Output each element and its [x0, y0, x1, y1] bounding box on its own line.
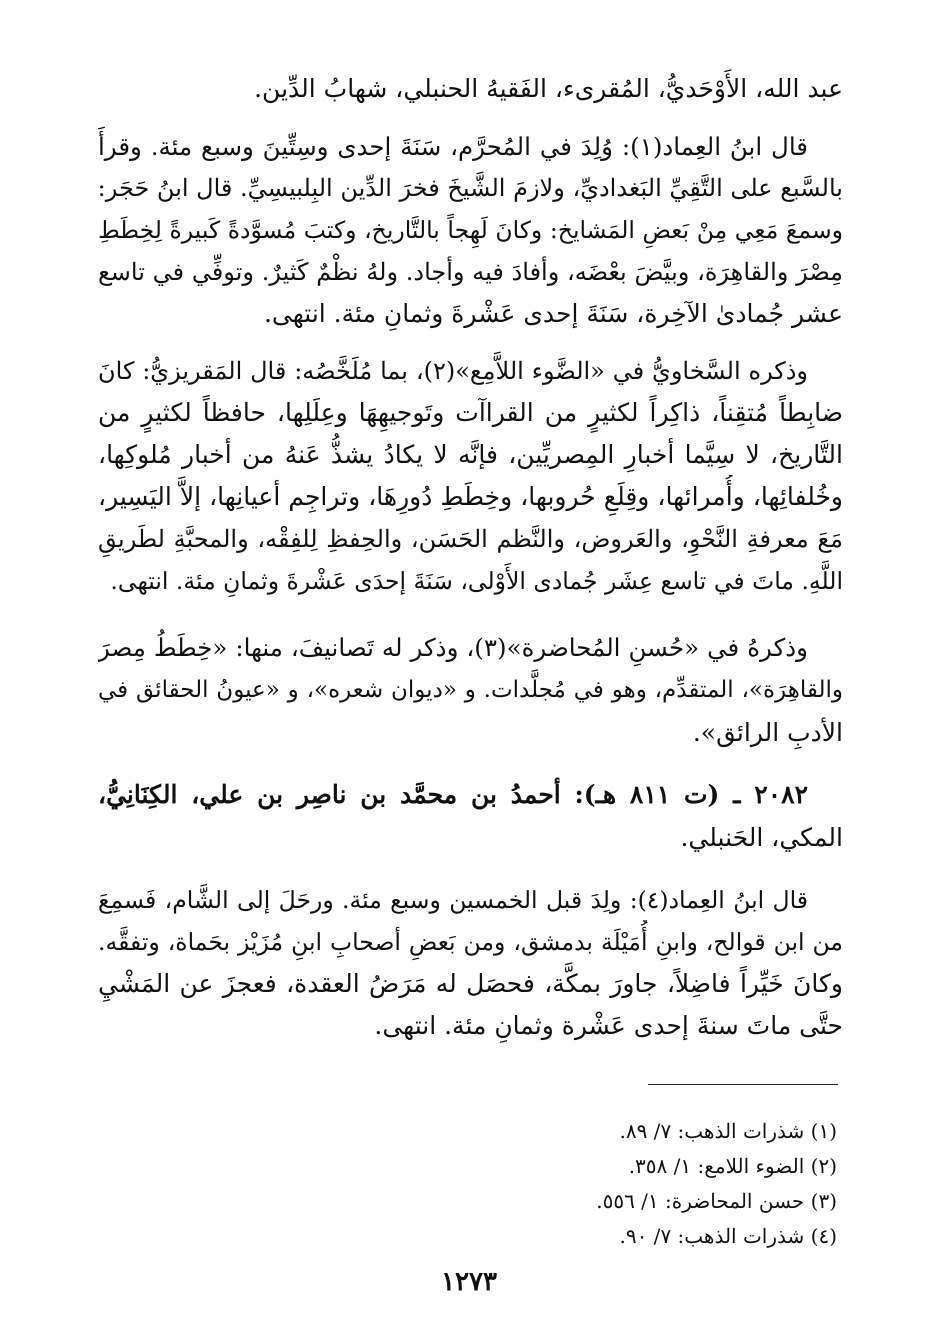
entry-heading-line: ٢٠٨٢ ـ (ت ٨١١ هـ): أحمدُ بن محمَّد بن ناصِر بن علي، الكِنَانِيُّ، [98, 780, 808, 809]
text-line: وذكره السَّخاويُّ في «الضَّوء اللاَّمِع»(٢)، بما مُلَخَّصُه: قال المَقريزيُّ: كانَ [98, 357, 808, 385]
text-line: مِصْرَ والقاهِرَة، وبيَّضَ بعْضَه، وأفادَ فيه وأجاد. ولهُ نظْمٌ كَثيرٌ. وتوفِّي في تاسع [98, 258, 843, 286]
text-line: اللَّهِ. ماتَ في تاسع عِشَر جُمادى الأَوْلى، سَنَةَ إحدَى عَشْرةَ وثمانِ مئة. انتهى. [110, 567, 843, 595]
text-line: وسمعَ مَعِي مِنْ بَعضِ المَشايخ: وكانَ لَهِجاً بالتَّاريخ، وكتبَ مُسوَّدةً كَبيرةً لِخِطَطِ [98, 216, 843, 244]
footnote: (٢) الضوء اللامع: ١/ ٣٥٨. [628, 1154, 837, 1178]
footnote-separator [648, 1084, 838, 1085]
text-line: بالسَّبع على التَّقِيِّ البَغداديِّ، ولازمَ الشَّيخَ فخرَ الدِّين البِلبيسِيِّ. قال ابنُ حَجَر: [98, 174, 843, 202]
text-line: من ابن قوالح، وابنِ أُمَيْلَة بدمشق، ومن بَعضِ أصحابِ ابنِ مُزَيْز بحَماة، وتفقَّه. [98, 928, 843, 956]
page-number: ١٢٧٣ [441, 1267, 497, 1297]
text-line: حتَّى ماتَ سنةَ إحدى عَشْرة وثمانِ مئة. انتهى. [374, 1011, 843, 1040]
text-line: والقاهِرَة»، المتقدِّم، وهو في مُجلَّدات. و «ديوان شعره»، و «عيونُ الحقائق في [98, 677, 843, 703]
text-line: عشر جُمادىٰ الآخِرة، سَنَةَ إحدى عَشْرةَ وثمانِ مئة. انتهى. [263, 299, 843, 328]
text-line: المكي، الحَنبلي. [680, 823, 843, 852]
footnote: (١) شذرات الذهب: ٧/ ٨٩. [619, 1119, 837, 1143]
footnote: (٣) حسن المحاضرة: ١/ ٥٥٦. [596, 1189, 837, 1213]
text-line: مَعَ معرفةِ النَّحْوِ، والعَروض، والنَّظم الحَسَن، والحِفظِ لِلفِقْه، والمحبَّةِ لطَريقِ [98, 525, 843, 553]
footnote: (٤) شذرات الذهب: ٧/ ٩٠. [619, 1224, 837, 1248]
text-line: ضابِطاً مُتقِناً، ذاكِراً لكثيرٍ من القراآت وتَوجيهِهَا وعِلَلِها، حافظاً لكثيرٍ من [98, 398, 843, 427]
text-line: وكانَ خَيِّراً فاضِلاً، جاورَ بمكَّة، فحصَل له مَرَضُ العقدة، فعجزَ عن المَشْيِ [98, 969, 843, 998]
text-line: قال ابنُ العِماد(٤): ولِدَ قبل الخمسين وسبع مئة. ورحَلَ إلى الشَّام، فَسمِعَ [98, 886, 808, 914]
text-line: الأدبِ الرائق». [692, 718, 843, 747]
text-line: التَّاريخ، لا سِيَّما أخبارِ المِصريِّين، فإنَّه لا يكادُ يشذُّ عَنهُ من أخبار مُلوكِها، [98, 440, 843, 469]
text-line: وخُلفائِها، وأُمرائها، وقِلَعِ حُروبها، وخِطَطِ دُورِهَا، وتراجِم أعيانِها، إلاَّ اليَسِير، [98, 482, 843, 511]
text-line: وذكرهُ في «حُسنِ المُحاضرة»(٣)، وذكر له تَصانيفَ، منها: «خِطَطُ مِصرَ [98, 633, 808, 662]
text-line: عبد الله، الأَوْحَديُّ، المُقرىء، الفَقيهُ الحنبلي، شهابُ الدِّين. [254, 74, 843, 103]
text-line: قال ابنُ العِماد(١): وُلِدَ في المُحرَّم، سَنَةَ إحدى وسِتِّينَ وسبع مئة. وقرأَ [98, 132, 808, 161]
